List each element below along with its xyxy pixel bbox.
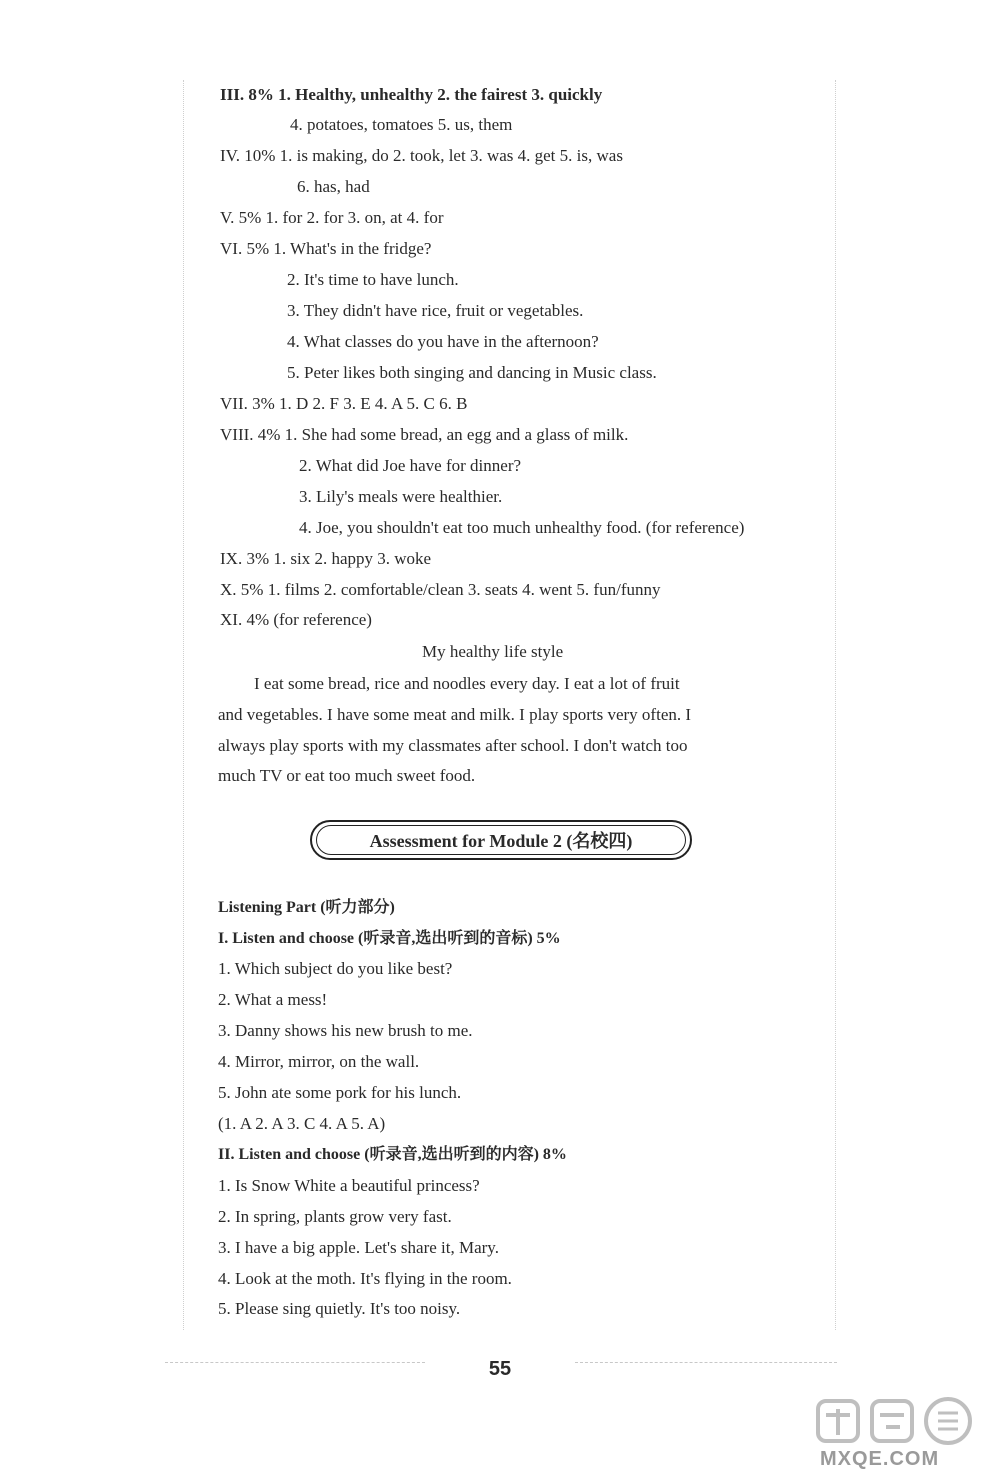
footer-rule-right xyxy=(575,1362,837,1363)
answer-line-iv: IV. 10% 1. is making, do 2. took, let 3. was 4. get 5. is, was xyxy=(220,146,623,165)
answer-key-line: (1. A 2. A 3. C 4. A 5. A) xyxy=(218,1114,386,1133)
essay-text: and vegetables. I have some meat and milk. I play sports very often. I xyxy=(218,705,692,724)
section-banner-title: Assessment for Module 2 (名校四) xyxy=(316,825,686,855)
section-banner xyxy=(310,820,692,860)
footer-rule-left xyxy=(165,1362,425,1363)
script-line: 2. In spring, plants grow very fast. xyxy=(218,1207,452,1226)
answer-line-x: X. 5% 1. films 2. comfortable/clean 3. seats 4. went 5. fun/funny xyxy=(220,580,661,599)
script-line: 2. What a mess! xyxy=(218,990,328,1009)
script-line: 4. Look at the moth. It's flying in the room. xyxy=(218,1269,512,1288)
answer-line: 4. What classes do you have in the afternoon? xyxy=(287,332,599,351)
answer-line-ix: IX. 3% 1. six 2. happy 3. woke xyxy=(220,549,432,568)
listening-part-heading: Listening Part (听力部分) xyxy=(218,899,395,916)
answer-line-viii: VIII. 4% 1. She had some bread, an egg and a glass of milk. xyxy=(220,425,629,444)
answer-line: 3. They didn't have rice, fruit or vegetables. xyxy=(287,301,584,320)
question-heading-ii: II. Listen and choose (听录音,选出听到的内容) 8% xyxy=(218,1146,567,1163)
essay-text: I eat some bread, rice and noodles every day. I eat a lot of fruit xyxy=(254,674,680,693)
script-line: 5. Please sing quietly. It's too noisy. xyxy=(218,1299,461,1318)
script-line: 1. Is Snow White a beautiful princess? xyxy=(218,1176,480,1195)
answer-line-vi: VI. 5% 1. What's in the fridge? xyxy=(220,239,432,258)
answer-line: 4. potatoes, tomatoes 5. us, them xyxy=(290,115,513,134)
answer-line-xi: XI. 4% (for reference) xyxy=(220,610,372,629)
essay-text: always play sports with my classmates after school. I don't watch too xyxy=(218,736,688,755)
page-number: 55 xyxy=(488,1358,512,1380)
answer-line: 5. Peter likes both singing and dancing in Music class. xyxy=(287,363,657,382)
left-margin-dots xyxy=(183,80,184,1330)
answer-line: 2. What did Joe have for dinner? xyxy=(299,456,522,475)
watermark-text: MXQE.COM xyxy=(820,1448,940,1470)
answer-line: 6. has, had xyxy=(297,177,370,196)
script-line: 3. Danny shows his new brush to me. xyxy=(218,1021,473,1040)
answer-line-vii: VII. 3% 1. D 2. F 3. E 4. A 5. C 6. B xyxy=(220,394,468,413)
essay-title: My healthy life style xyxy=(422,642,564,661)
script-line: 1. Which subject do you like best? xyxy=(218,959,453,978)
question-heading-i: I. Listen and choose (听录音,选出听到的音标) 5% xyxy=(218,930,561,947)
answer-line-iii: III. 8% 1. Healthy, unhealthy 2. the fairest 3. quickly xyxy=(220,85,603,104)
script-line: 5. John ate some pork for his lunch. xyxy=(218,1083,462,1102)
answer-line: 3. Lily's meals were healthier. xyxy=(299,487,503,506)
answer-line: 4. Joe, you shouldn't eat too much unhealthy food. (for reference) xyxy=(299,518,745,537)
essay-text: much TV or eat too much sweet food. xyxy=(218,766,476,785)
right-margin-dots xyxy=(835,80,836,1330)
script-line: 4. Mirror, mirror, on the wall. xyxy=(218,1052,420,1071)
script-line: 3. I have a big apple. Let's share it, Mary. xyxy=(218,1238,499,1257)
answer-line-v: V. 5% 1. for 2. for 3. on, at 4. for xyxy=(220,208,444,227)
answer-line: 2. It's time to have lunch. xyxy=(287,270,459,289)
